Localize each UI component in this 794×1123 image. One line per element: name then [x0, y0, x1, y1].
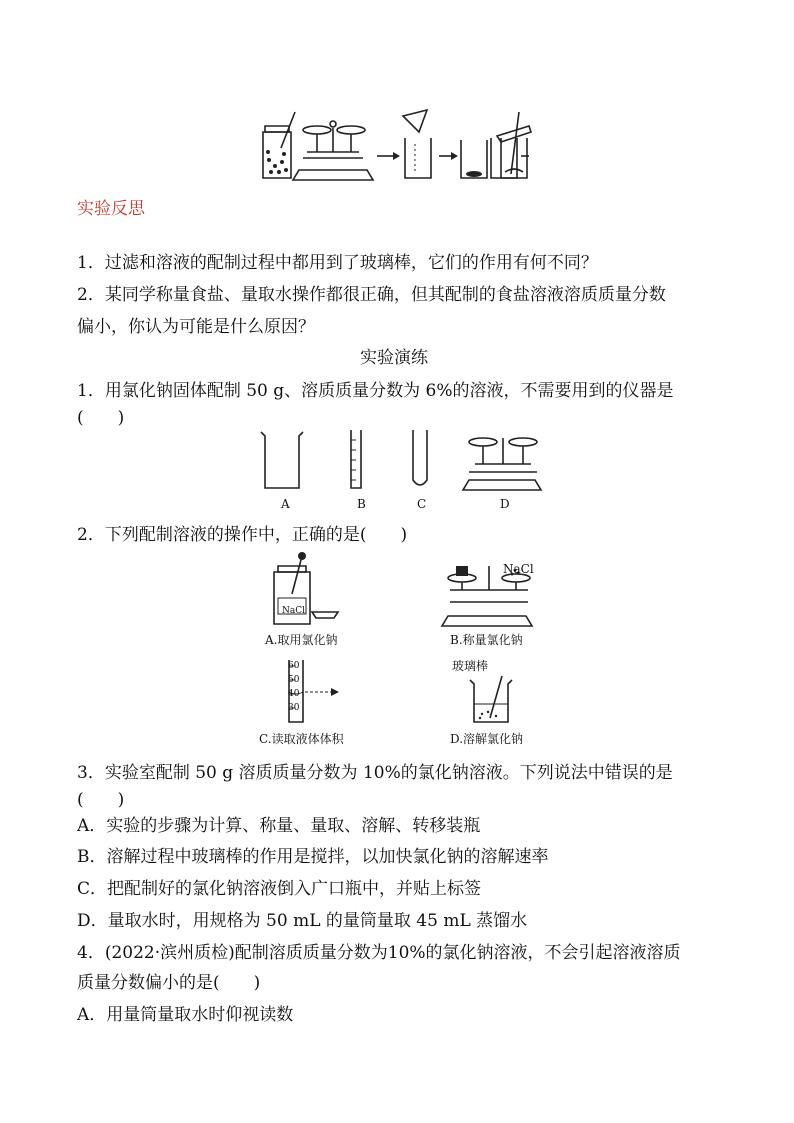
stirring-step-icon: [495, 108, 545, 184]
beaker-icon: [261, 432, 303, 488]
question-3-bracket: ( ): [77, 790, 125, 810]
question-3-option-c: C．把配制好的氯化钠溶液倒入广口瓶中，并贴上标签: [77, 879, 482, 899]
question-3-option-d: D．量取水时，用规格为 50 mL 的量筒量取 45 mL 蒸馏水: [77, 911, 528, 931]
reagent-jar-icon: [263, 112, 295, 178]
scale-mark-30: 30: [288, 703, 300, 713]
option-label-b: B: [357, 497, 366, 511]
scale-mark-40: 40: [288, 689, 300, 699]
question-4-option-a: A．用量筒量取水时仰视读数: [77, 1005, 294, 1025]
section-title: 实验反思: [77, 199, 145, 219]
dissolve-figure: [468, 676, 528, 726]
nacl-bottle-label: NaCl: [282, 606, 306, 616]
reflection-question-2-continued: 偏小，你认为可能是什么原因？: [77, 317, 315, 337]
question-4-stem: 4．(2022·滨州质检)配制溶质质量分数为10%的氯化钠溶液，不会引起溶液溶质: [77, 943, 681, 963]
scale-mark-50: 50: [288, 675, 300, 685]
reflection-question-1: 1．过滤和溶液的配制过程中都用到了玻璃棒，它们的作用有何不同？: [77, 253, 598, 273]
question-4-stem-continued: 质量分数偏小的是( ): [77, 973, 261, 993]
option-label-c: C: [417, 497, 427, 511]
question-1-instruments-figure: [255, 428, 555, 494]
question-1-stem: 1．用氯化钠固体配制 50 g、溶质质量分数为 6%的溶液，不需要用到的仪器是: [77, 381, 674, 401]
glass-rod-label: 玻璃棒: [452, 659, 489, 673]
balance-icon: [463, 438, 541, 490]
scale-mark-60: 60: [288, 661, 300, 671]
nacl-weighing-label: NaCl: [503, 562, 534, 576]
question-2-stem: 2．下列配制溶液的操作中，正确的是( ): [77, 525, 408, 545]
caption-b: B.称量氯化钠: [450, 633, 523, 647]
measuring-step-icon: [403, 110, 431, 178]
practice-title: 实验演练: [360, 348, 428, 368]
question-3-stem: 3．实验室配制 50 g 溶质质量分数为 10%的氯化钠溶液。下列说法中错误的是: [77, 763, 673, 783]
graduated-cylinder-icon: [351, 430, 361, 488]
question-3-option-b: B．溶解过程中玻璃棒的作用是搅拌，以加快氯化钠的溶解速率: [77, 847, 549, 867]
caption-a: A.取用氯化钠: [265, 633, 338, 647]
take-sodium-chloride-figure: [262, 550, 352, 630]
watch-glass-icon: [312, 612, 338, 618]
question-3-option-a: A．实验的步骤为计算、称量、量取、溶解、转移装瓶: [77, 816, 481, 836]
option-label-d: D: [500, 497, 510, 511]
balance-scale-icon: [293, 121, 373, 180]
caption-c: C.读取液体体积: [259, 732, 344, 746]
option-label-a: A: [281, 497, 290, 511]
test-tube-icon: [413, 430, 427, 485]
question-1-bracket: ( ): [77, 408, 125, 428]
reflection-question-2: 2．某同学称量食盐、量取水操作都很正确，但其配制的食盐溶液溶质质量分数: [77, 285, 666, 305]
caption-d: D.溶解氯化钠: [450, 732, 524, 746]
stirring-beaker-icon: [470, 676, 512, 722]
